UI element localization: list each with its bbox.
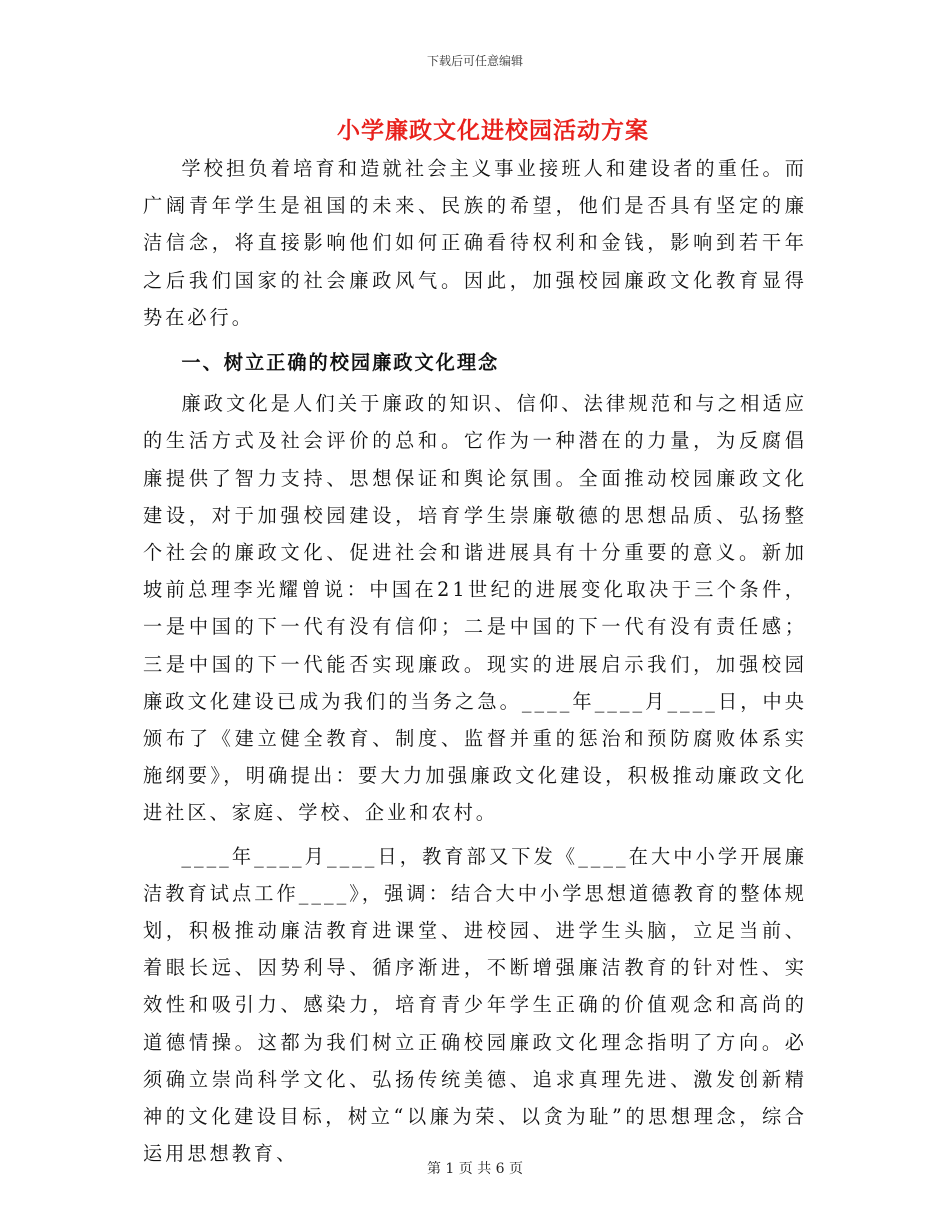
document-title: 小学廉政文化进校园活动方案 (337, 117, 649, 144)
section-heading-1: 一、树立正确的校园廉政文化理念 (181, 351, 500, 375)
document-body (143, 150, 807, 1172)
intro-paragraph: 学校担负着培育和造就社会主义事业接班人和建设者的重任。而广阔青年学生是祖国的未来、民族的希望，他们是否具有坚定的廉洁信念，将直接影响他们如何正确看待权利和金钱，影响到若干年之后我们国家的社会廉政风气。因此，加强校园廉政文化教育显得势在必行。 (143, 157, 807, 329)
page-header-note: 下载后可任意编辑 (426, 54, 523, 68)
body-paragraph: ____年____月____日，教育部又下发《____在大中小学开展廉洁教育试点工作____》，强调：结合大中小学思想道德教育的整体规划，积极推动廉洁教育进课堂、进校园、进学生头脑，立足当前、着眼长远、因势利导、循序渐进，不断增强廉洁教育的针对性、实效性和吸引力、感染力，培育青少年学生正确的价值观念和高尚的道德情操。这都为我们树立正确校园廉政文化理念指明了方向。必须确立崇尚科学文化、弘扬传统美德、追求真理先进、激发创新精神的文化建设目标，树立“以廉为荣、以贪为耻”的思想理念，综合运用思想教育、 (143, 844, 807, 1166)
page-number-footer: 第 1 页 共 6 页 (426, 1161, 524, 1177)
body-paragraph: 廉政文化是人们关于廉政的知识、信仰、法律规范和与之相适应的生活方式及社会评价的总和。它作为一种潜在的力量，为反腐倡廉提供了智力支持、思想保证和舆论氛围。全面推动校园廉政文化建设，对于加强校园建设，培育学生崇廉敬德的思想品质、弘扬整个社会的廉政文化、促进社会和谐进展具有十分重要的意义。新加坡前总理李光耀曾说：中国在21世纪的进展变化取决于三个条件，一是中国的下一代有没有信仰；二是中国的下一代有没有责任感；三是中国的下一代能否实现廉政。现实的进展启示我们，加强校园廉政文化建设已成为我们的当务之急。____年____月____日，中央颁布了《建立健全教育、制度、监督并重的惩治和预防腐败体系实施纲要》，明确提出：要大力加强廉政文化建设，积极推动廉政文化进社区、家庭、学校、企业和农村。 (143, 392, 807, 825)
